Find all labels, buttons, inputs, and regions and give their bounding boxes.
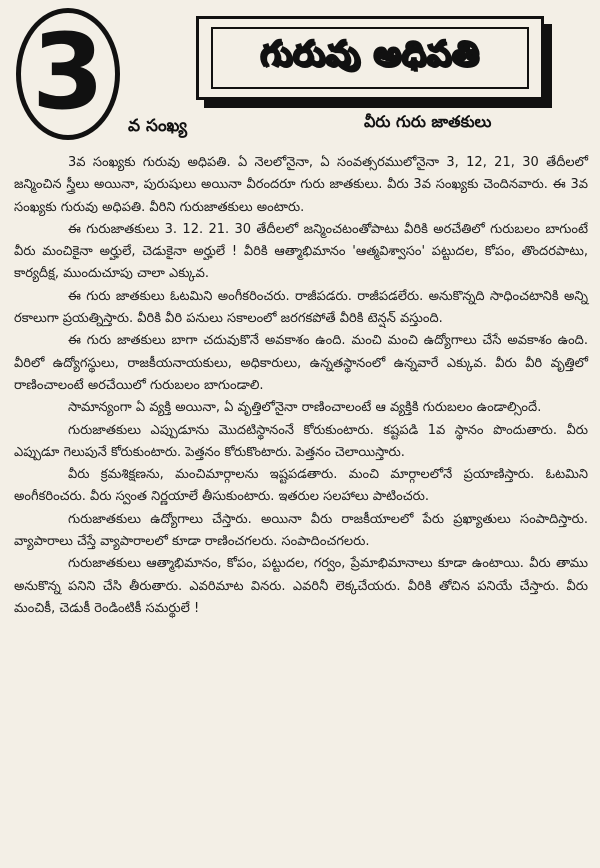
title-frame-inner [211,27,529,89]
paragraph: ఈ గురు జాతకులు బాగా చదువుకొనే అవకాశం ఉంది. మంచి మంచి ఉద్యోగాలు చేసే అవకాశం ఉంది. వీరిలో ఉద్యోగస్థులు, రాజకీయనాయకులు, అధికారులు, ఉన్నతస్థానంలో ఉన్నవారే ఎక్కువ. వీరు వీరి వృత్తిలో రాణించాలంటే అరచేయిలో గురుబలం బాగుండాలి. [14,333,588,393]
subtitle-number-label: వ సంఖ్య [128,116,187,136]
paragraph: గురుజాతకులు ఎప్పుడూను మొదటిస్థానంనే కోరుకుంటారు. కష్టపడి 1వ స్థానం పొందుతారు. వీరు ఎప్పుడూ గెలుపునే కోరుకుంటారు. పెత్తనం కోరుకొంటారు. పెత్తనం చెలాయిస్తారు. [14,422,588,460]
title-frame [196,16,544,100]
paragraph: ఈ గురు జాతకులు ఓటమిని అంగీకరించరు. రాజీపడరు. రాజీపడలేరు. అనుకొన్నది సాధించటానికి అన్ని రకాలుగా ప్రయత్నిస్తారు. వీరికి వీరి పనులు సకాలంలో జరగకపోతే వీరికి టెన్షన్ వస్తుంది. [14,288,588,327]
page-title: గురువు అధిపతి [260,34,480,74]
number-digit: 3 [31,11,105,133]
paragraph: 3వ సంఖ్యకు గురువు అధిపతి. ఏ నెలలోనైనా, ఏ సంవత్సరములోనైనా 3, 12, 21, 30 తేదీలలో జన్మించిన స్త్రీలు అయినా, పురుషులు అయినా వీరందరూ గురు జాతకులు. వీరు 3వ సంఖ్యకు చెందినవారు. ఈ 3వ సంఖ్యకు గురువు అధిపతి. వీరిని గురుజాతకులు అంటారు. [14,155,588,215]
paragraph: గురుజాతకులు ఆత్మాభిమానం, కోపం, పట్టుదల, గర్వం, ప్రేమాభిమానాలు కూడా ఉంటాయి. వీరు తాము అనుకొన్న పనిని చేసి తీరుతారు. ఎవరిమాట వినరు. ఎవరినీ లెక్కచేయరు. వీరికి తోచిన పనియే చేస్తారు. వీరు మంచికీ, చెడుకీ రెండింటికీ సమర్థులే ! [14,556,588,616]
paragraph: సామాన్యంగా ఏ వ్యక్తి అయినా, ఏ వృత్తిలోనైనా రాణించాలంటే ఆ వ్యక్తికి గురుబలం ఉండాల్సిందే. [68,400,542,416]
paragraph: ఈ గురుజాతకులు 3. 12. 21. 30 తేదీలలో జన్మించటంతోపాటు వీరికి అరచేతిలో గురుబలం బాగుంటే వీరు మంచికైనా అర్హులే, చెడుకైనా అర్హులే ! వీరికి ఆత్మాభిమానం 'ఆత్మవిశ్వాసం' పట్టుదల, కోపం, తొందరపాటు, కార్యదీక్ష, ముందుచూపు చాలా ఎక్కువ. [14,221,588,282]
paragraph: గురుజాతకులు ఉద్యోగాలు చేస్తారు. అయినా వీరు రాజకీయాలలో పేరు ప్రఖ్యాతులు సంపాదిస్తారు. వ్యాపారాలు చేస్తే వ్యాపారాలలో కూడా రాణించగలరు. సంపాదించగలరు. [14,511,588,550]
subtitle-tagline: వీరు గురు జాతకులు [364,112,492,131]
article-body [14,152,588,620]
paragraph: వీరు క్రమశిక్షణను, మంచిమార్గాలను ఇష్టపడతారు. మంచి మార్గాలలోనే ప్రయాణిస్తారు. ఓటమిని అంగీకరించరు. వీరు స్వంత నిర్ణయాలే తీసుకుంటారు. ఇతరుల సలహాలు పాటించరు. [14,467,588,505]
number-badge [16,8,120,140]
